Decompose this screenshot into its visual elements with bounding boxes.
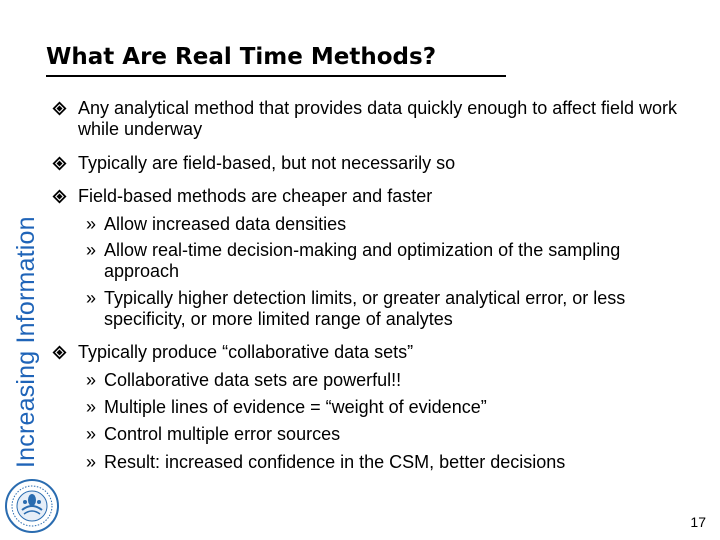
sub-bullet-marker: » [86,240,97,260]
slide-title: What Are Real Time Methods? [46,44,437,70]
sub-bullet-text: Allow increased data densities [104,214,347,234]
page-number: 17 [690,514,706,530]
sub-bullet-text: Collaborative data sets are powerful!! [104,370,402,390]
sub-bullet-text: Typically higher detection limits, or greater analytical error, or less specificity, or more limited range of analytes [104,288,626,329]
diamond-bullet-icon [52,189,67,204]
sub-bullet-marker: » [86,370,97,390]
sub-bullet-marker: » [86,452,97,472]
sub-bullet-marker: » [86,397,97,417]
sub-bullet-text: Allow real-time decision-making and optimization of the sampling approach [104,240,621,281]
sub-bullet-marker: » [86,424,97,444]
bullet-text: Any analytical method that provides data quickly enough to affect field work while underway [78,98,678,139]
diamond-bullet-icon [52,156,67,171]
bullet-text: Typically are field-based, but not necessarily so [78,153,456,173]
sub-bullet-text: Result: increased confidence in the CSM, better decisions [104,452,566,472]
sub-bullet-marker: » [86,288,97,308]
diamond-bullet-icon [52,101,67,116]
epa-seal-logo-icon [4,478,60,534]
sub-bullet-text: Multiple lines of evidence = “weight of evidence” [104,397,487,417]
bullet-text: Typically produce “collaborative data sets” [78,342,414,362]
sub-bullet-text: Control multiple error sources [104,424,341,444]
bullet-text: Field-based methods are cheaper and faster [78,186,433,206]
diamond-bullet-icon [52,345,67,360]
side-label-increasing-information: Increasing Information [12,216,40,468]
title-underline [46,75,506,77]
sub-bullet-marker: » [86,214,97,234]
